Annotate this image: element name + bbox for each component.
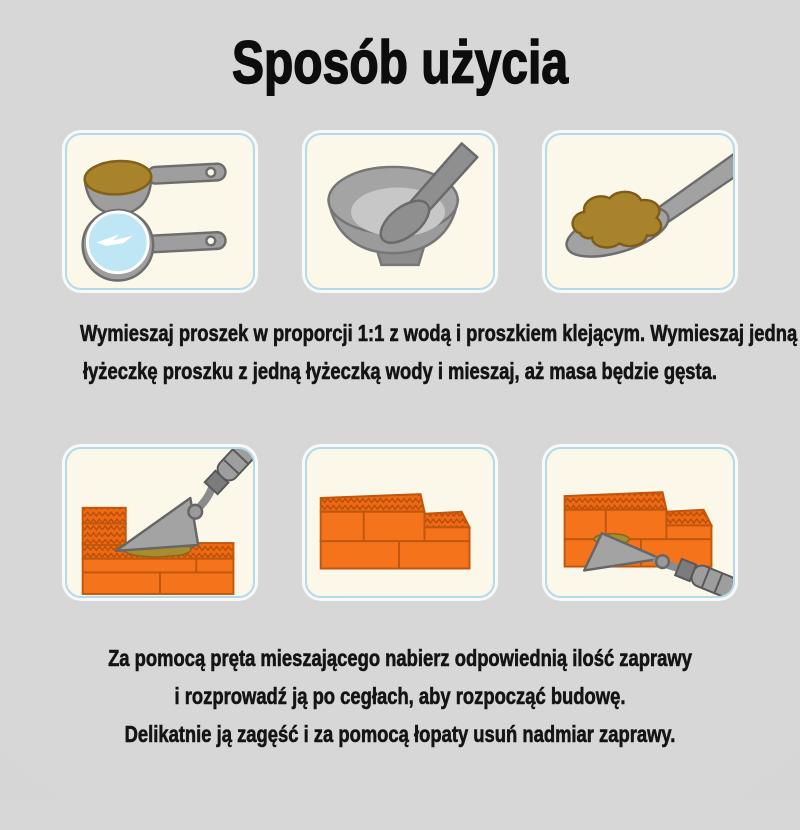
brick-stack-top (83, 508, 126, 524)
illustration-trowel-spreading (65, 447, 255, 598)
page-title: Sposób użycia (231, 29, 569, 96)
powder-spoon-graphic (547, 135, 733, 288)
caption-line: łyżeczkę proszku z jedną łyżeczką wody i mieszaj, aż masa będzie gęsta. (82, 358, 718, 384)
stepped-brick-wall (321, 494, 470, 568)
caption-line: Delikatnie ją zagęść i za pomocą łopaty usuń nadmiar zaprawy. (124, 721, 676, 747)
upper-course-top (565, 492, 667, 510)
handle-hole (206, 168, 215, 177)
trowel-scraping-graphic (547, 449, 733, 596)
caption-line: Za pomocą pręta mieszającego nabierz odpowiednią ilość zaprawy (108, 645, 692, 671)
measuring-spoons-graphic (67, 135, 253, 288)
caption-line: i rozprowadź ją po cegłach, aby rozpocząć budowę. (174, 683, 626, 709)
handle-hole (206, 236, 215, 245)
trowel-spreading-graphic (67, 449, 253, 596)
step-front (666, 525, 711, 539)
step-front (424, 527, 469, 541)
trowel (116, 449, 253, 551)
powder-spoon (84, 155, 228, 215)
mixing-bowl-graphic (307, 135, 493, 288)
trowel-joint (656, 555, 669, 568)
step2-caption (0, 639, 800, 753)
step-top (424, 512, 469, 528)
upper-course-front (321, 512, 425, 541)
step-top (666, 510, 711, 526)
water-spoon (81, 204, 227, 282)
upper-course-top (321, 494, 425, 512)
instruction-sheet (0, 30, 800, 753)
trowel-blade (116, 498, 198, 551)
bottom-course-front (321, 541, 470, 568)
brick-stack-front (83, 523, 126, 545)
illustration-brick-wall (305, 447, 495, 598)
caption-line: Wymieszaj proszek w proporcji 1:1 z wodą i proszkiem klejącym. Wymieszaj jedną (80, 320, 798, 346)
trowel-joint (188, 505, 202, 519)
step1-caption (0, 314, 800, 390)
illustration-trowel-scraping (545, 447, 735, 598)
step2-illustrations (0, 447, 800, 598)
illustration-powder-spoon (545, 133, 735, 290)
brick-wall-graphic (307, 449, 493, 596)
illustration-mixing-bowl (305, 133, 495, 290)
brick-front (83, 559, 234, 594)
step1-illustrations (0, 133, 800, 290)
trowel-grip (689, 563, 733, 596)
illustration-measuring-spoons (65, 133, 255, 290)
trowel-handle (203, 449, 253, 496)
